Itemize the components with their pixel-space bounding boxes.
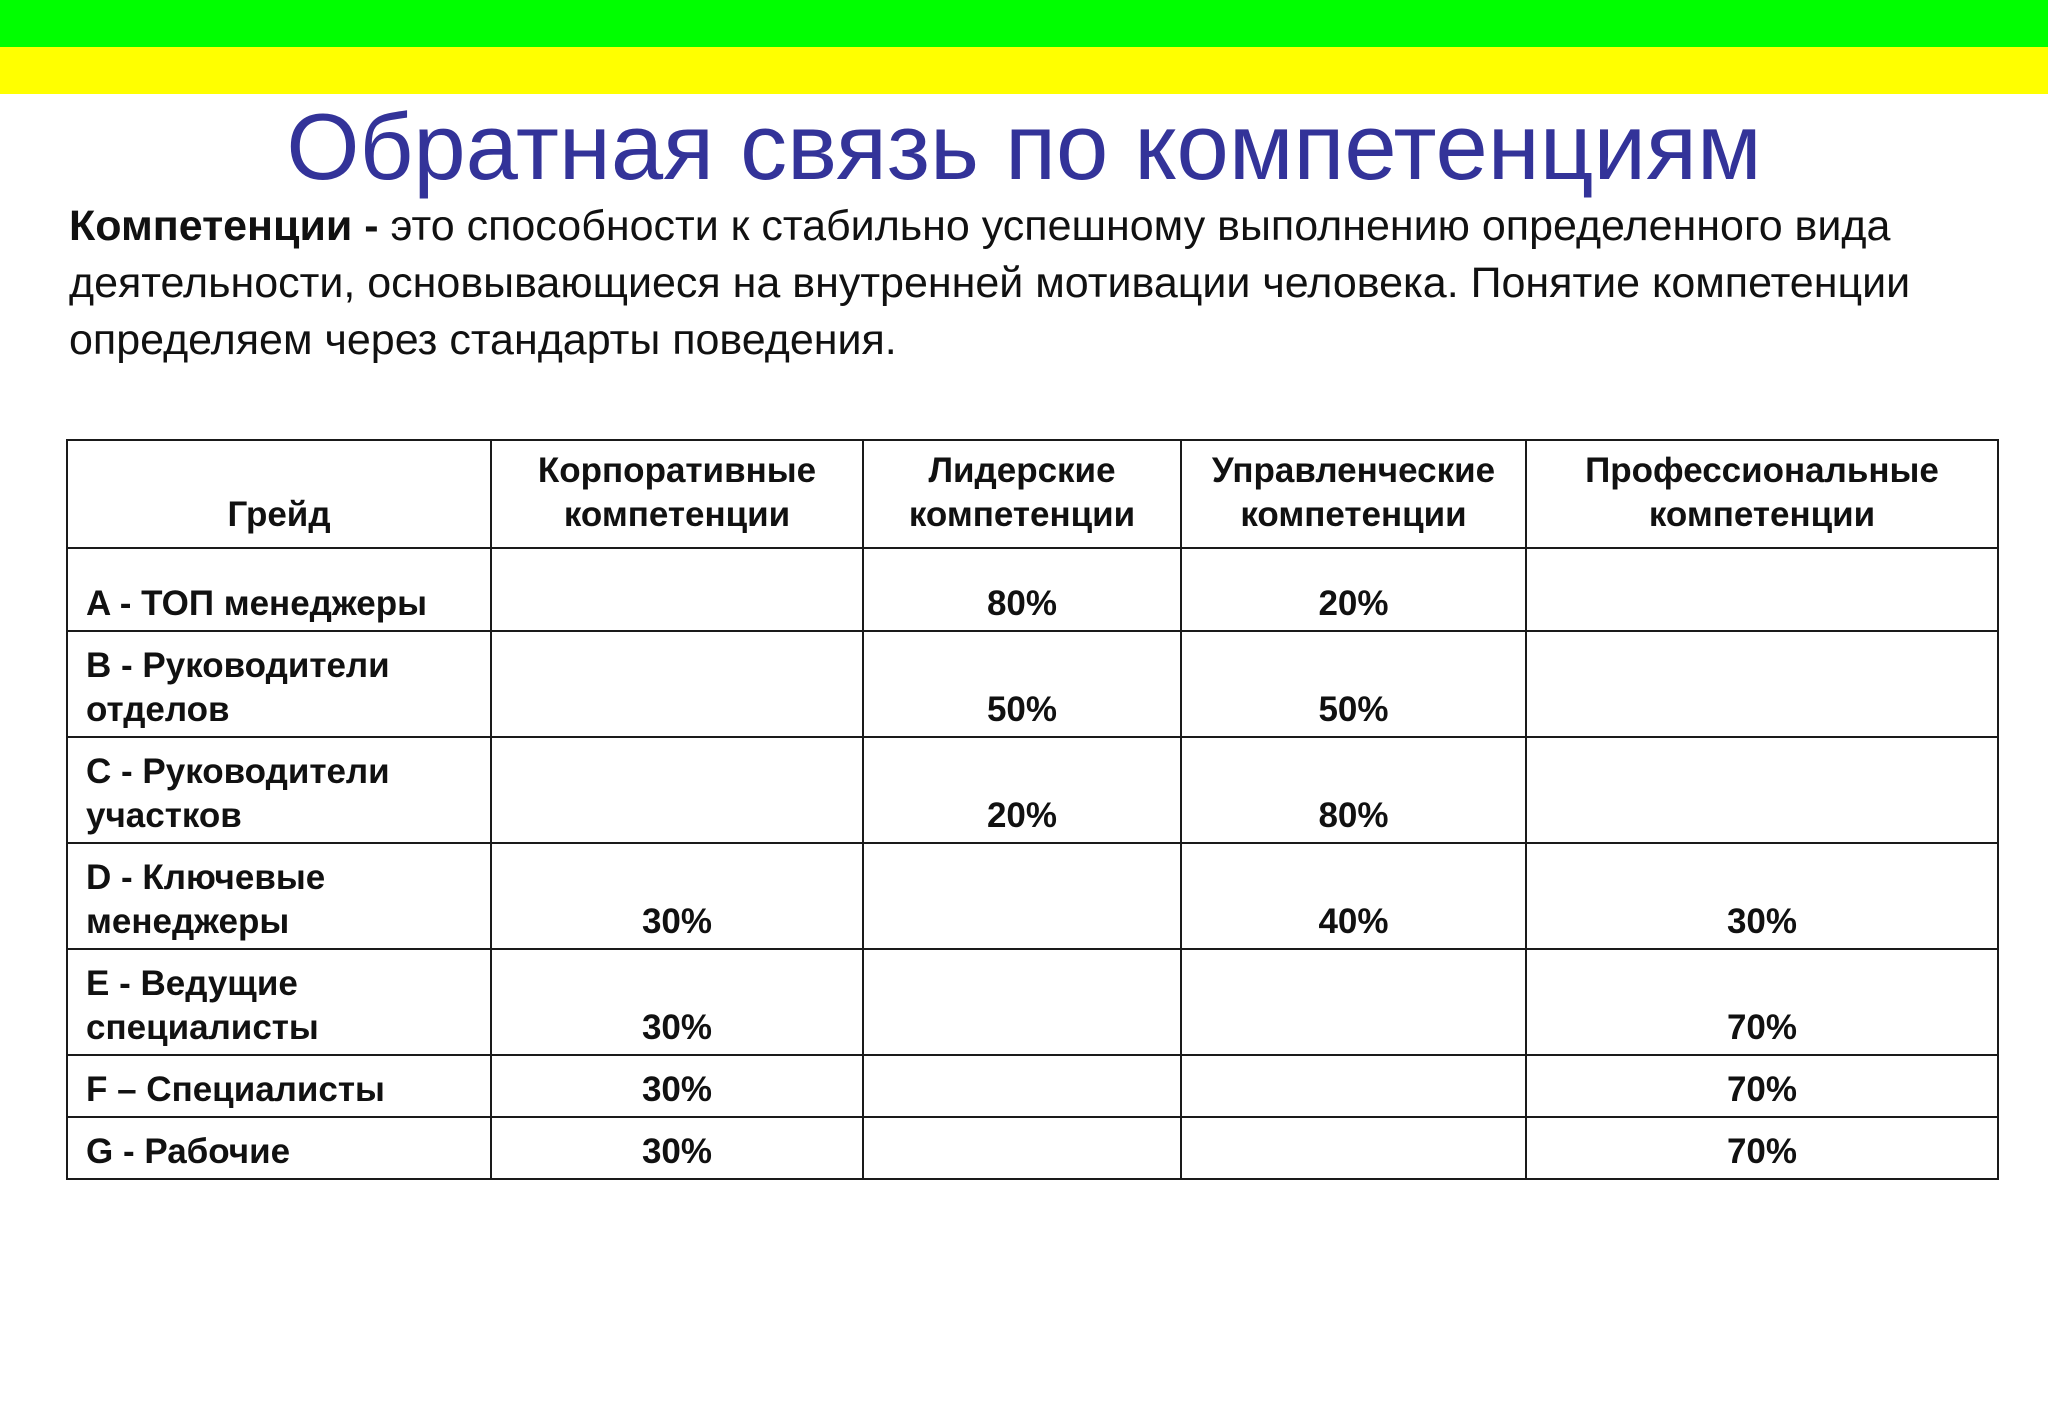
header-professional: Профессиональные компетенции [1526, 440, 1998, 548]
corporate-cell: 30% [491, 1117, 863, 1179]
corporate-cell [491, 737, 863, 843]
top-yellow-band [0, 47, 2048, 94]
definition-paragraph [69, 198, 2009, 369]
professional-cell: 70% [1526, 949, 1998, 1055]
definition-text: это способности к стабильно успешному выполнению определенного вида деятельности, основывающиеся на внутренней мотивации человека. Понятие компетенции определяем через стандарты поведения. [69, 202, 1911, 364]
header-management: Управленческие компетенции [1181, 440, 1526, 548]
corporate-cell: 30% [491, 949, 863, 1055]
corporate-cell: 30% [491, 1055, 863, 1117]
management-cell [1181, 1117, 1526, 1179]
corporate-cell: 30% [491, 843, 863, 949]
header-leadership: Лидерские компетенции [863, 440, 1181, 548]
management-cell [1181, 1055, 1526, 1117]
leadership-cell [863, 949, 1181, 1055]
corporate-cell [491, 631, 863, 737]
leadership-cell [863, 1055, 1181, 1117]
professional-cell [1526, 737, 1998, 843]
leadership-cell: 80% [863, 548, 1181, 631]
management-cell: 50% [1181, 631, 1526, 737]
management-cell [1181, 949, 1526, 1055]
table-header-row [67, 440, 1998, 548]
table-row [67, 737, 1998, 843]
management-cell: 40% [1181, 843, 1526, 949]
leadership-cell: 50% [863, 631, 1181, 737]
leadership-cell [863, 1117, 1181, 1179]
management-cell: 80% [1181, 737, 1526, 843]
table-row [67, 949, 1998, 1055]
grade-cell: D - Ключевые менеджеры [67, 843, 491, 949]
table-row [67, 548, 1998, 631]
table-row [67, 631, 1998, 737]
grade-cell: G - Рабочие [67, 1117, 491, 1179]
table-row [67, 1117, 1998, 1179]
header-grade: Грейд [67, 440, 491, 548]
definition-term: Компетенции - [69, 202, 379, 250]
professional-cell: 70% [1526, 1117, 1998, 1179]
top-green-band [0, 0, 2048, 47]
header-corporate: Корпоративные компетенции [491, 440, 863, 548]
corporate-cell [491, 548, 863, 631]
table-row [67, 843, 1998, 949]
grade-cell: A - ТОП менеджеры [67, 548, 491, 631]
grade-cell: B - Руководители отделов [67, 631, 491, 737]
professional-cell: 30% [1526, 843, 1998, 949]
table-row [67, 1055, 1998, 1117]
leadership-cell: 20% [863, 737, 1181, 843]
slide-title: Обратная связь по компетенциям [286, 94, 1762, 199]
management-cell: 20% [1181, 548, 1526, 631]
grade-cell: C - Руководители участков [67, 737, 491, 843]
professional-cell [1526, 548, 1998, 631]
professional-cell: 70% [1526, 1055, 1998, 1117]
grade-cell: F – Специалисты [67, 1055, 491, 1117]
leadership-cell [863, 843, 1181, 949]
grade-cell: E - Ведущие специалисты [67, 949, 491, 1055]
professional-cell [1526, 631, 1998, 737]
competency-table [66, 439, 1999, 1180]
